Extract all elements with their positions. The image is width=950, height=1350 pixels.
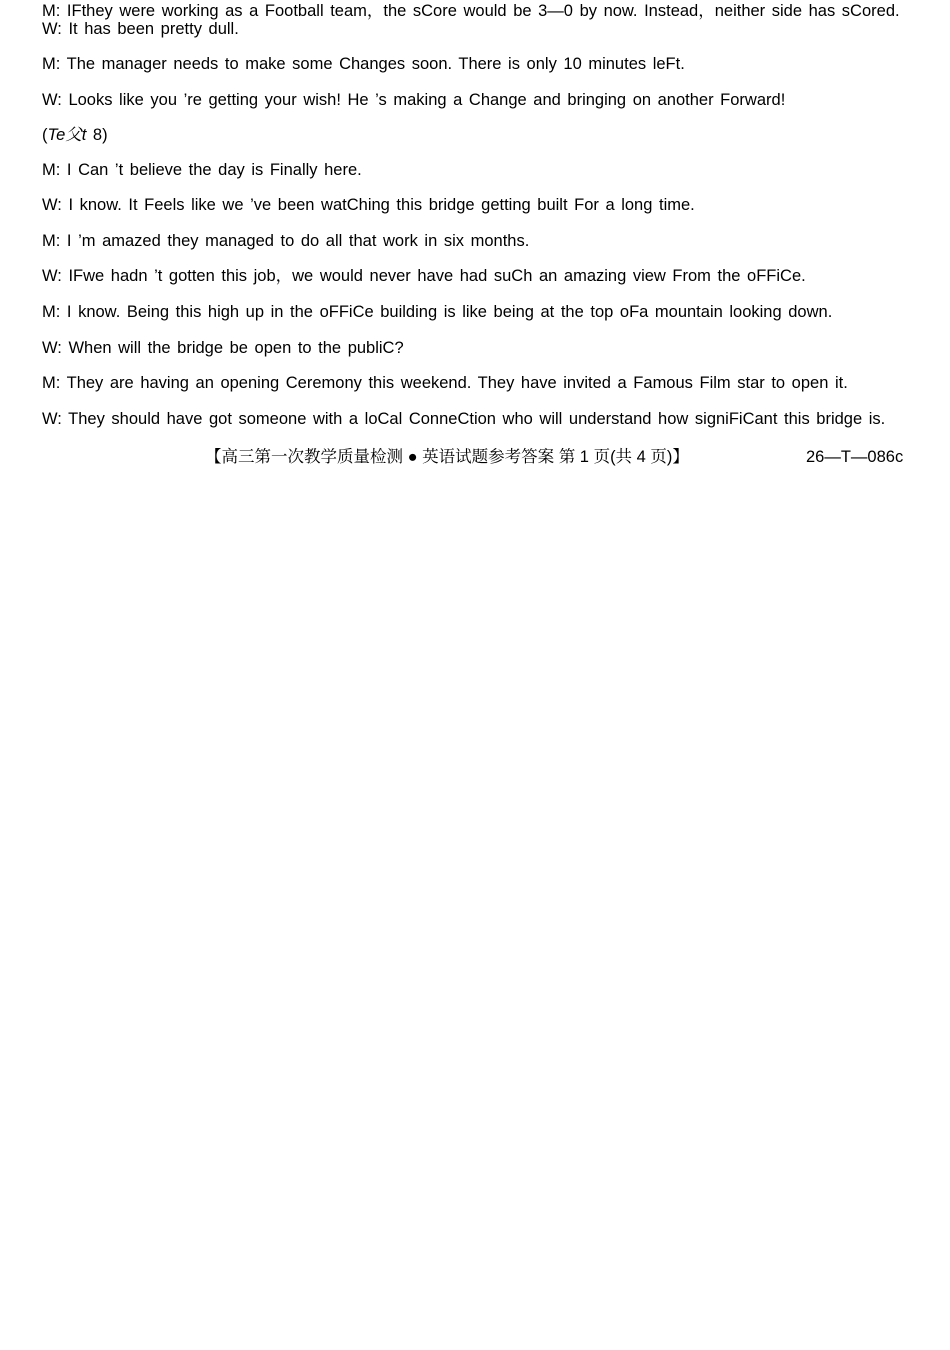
- dialogue-line-local-connection: W: They should have got someone with a loCal ConneCtion who will understand how signiFiCant this bridge is.: [42, 410, 886, 428]
- dialogue-line-finally-here: M: I Can ’t believe the day is Finally here.: [42, 161, 362, 179]
- dialogue-line-wish: W: Looks like you ’re getting your wish! He ’s making a Change and bringing on another Forward!: [42, 91, 786, 109]
- text-8-heading: [42, 126, 922, 144]
- dialogue-line-amazing-view: W: IFwe hadn ’t gotten this job，we would never have had suCh an amazing view From the oFFiCe.: [42, 267, 806, 285]
- text-8-number: 8): [86, 126, 108, 144]
- text-8-label: Te父t: [47, 126, 87, 144]
- dialogue-line-bridge-built: W: I know. It Feels like we ’ve been watChing this bridge getting built For a long time.: [42, 196, 695, 214]
- dialogue-line-manager: M: The manager needs to make some Changes soon. There is only 10 minutes leFt.: [42, 55, 685, 73]
- dialogue-line-mountain: M: I know. Being this high up in the oFFiCe building is like being at the top oFa mountain looking down.: [42, 303, 833, 321]
- text-8-open-paren: (: [42, 126, 48, 144]
- footer-page-info: 【高三第一次教学质量检测 ● 英语试题参考答案 第 1 页(共 4 页)】: [205, 448, 689, 466]
- footer-doc-code: 26—T—086c: [806, 448, 904, 466]
- dialogue-line-six-months: M: I ’m amazed they managed to do all that work in six months.: [42, 232, 530, 250]
- dialogue-line-opening-ceremony: M: They are having an opening Ceremony this weekend. They have invited a Famous Film star to open it.: [42, 374, 848, 392]
- dialogue-line-open-to-public: W: When will the bridge be open to the publiC?: [42, 339, 404, 357]
- dialogue-line-football: M: IFthey were working as a Football team，the sCore would be 3—0 by now. Instead，neither side has sCored. W: It has been pretty dull.: [42, 2, 900, 38]
